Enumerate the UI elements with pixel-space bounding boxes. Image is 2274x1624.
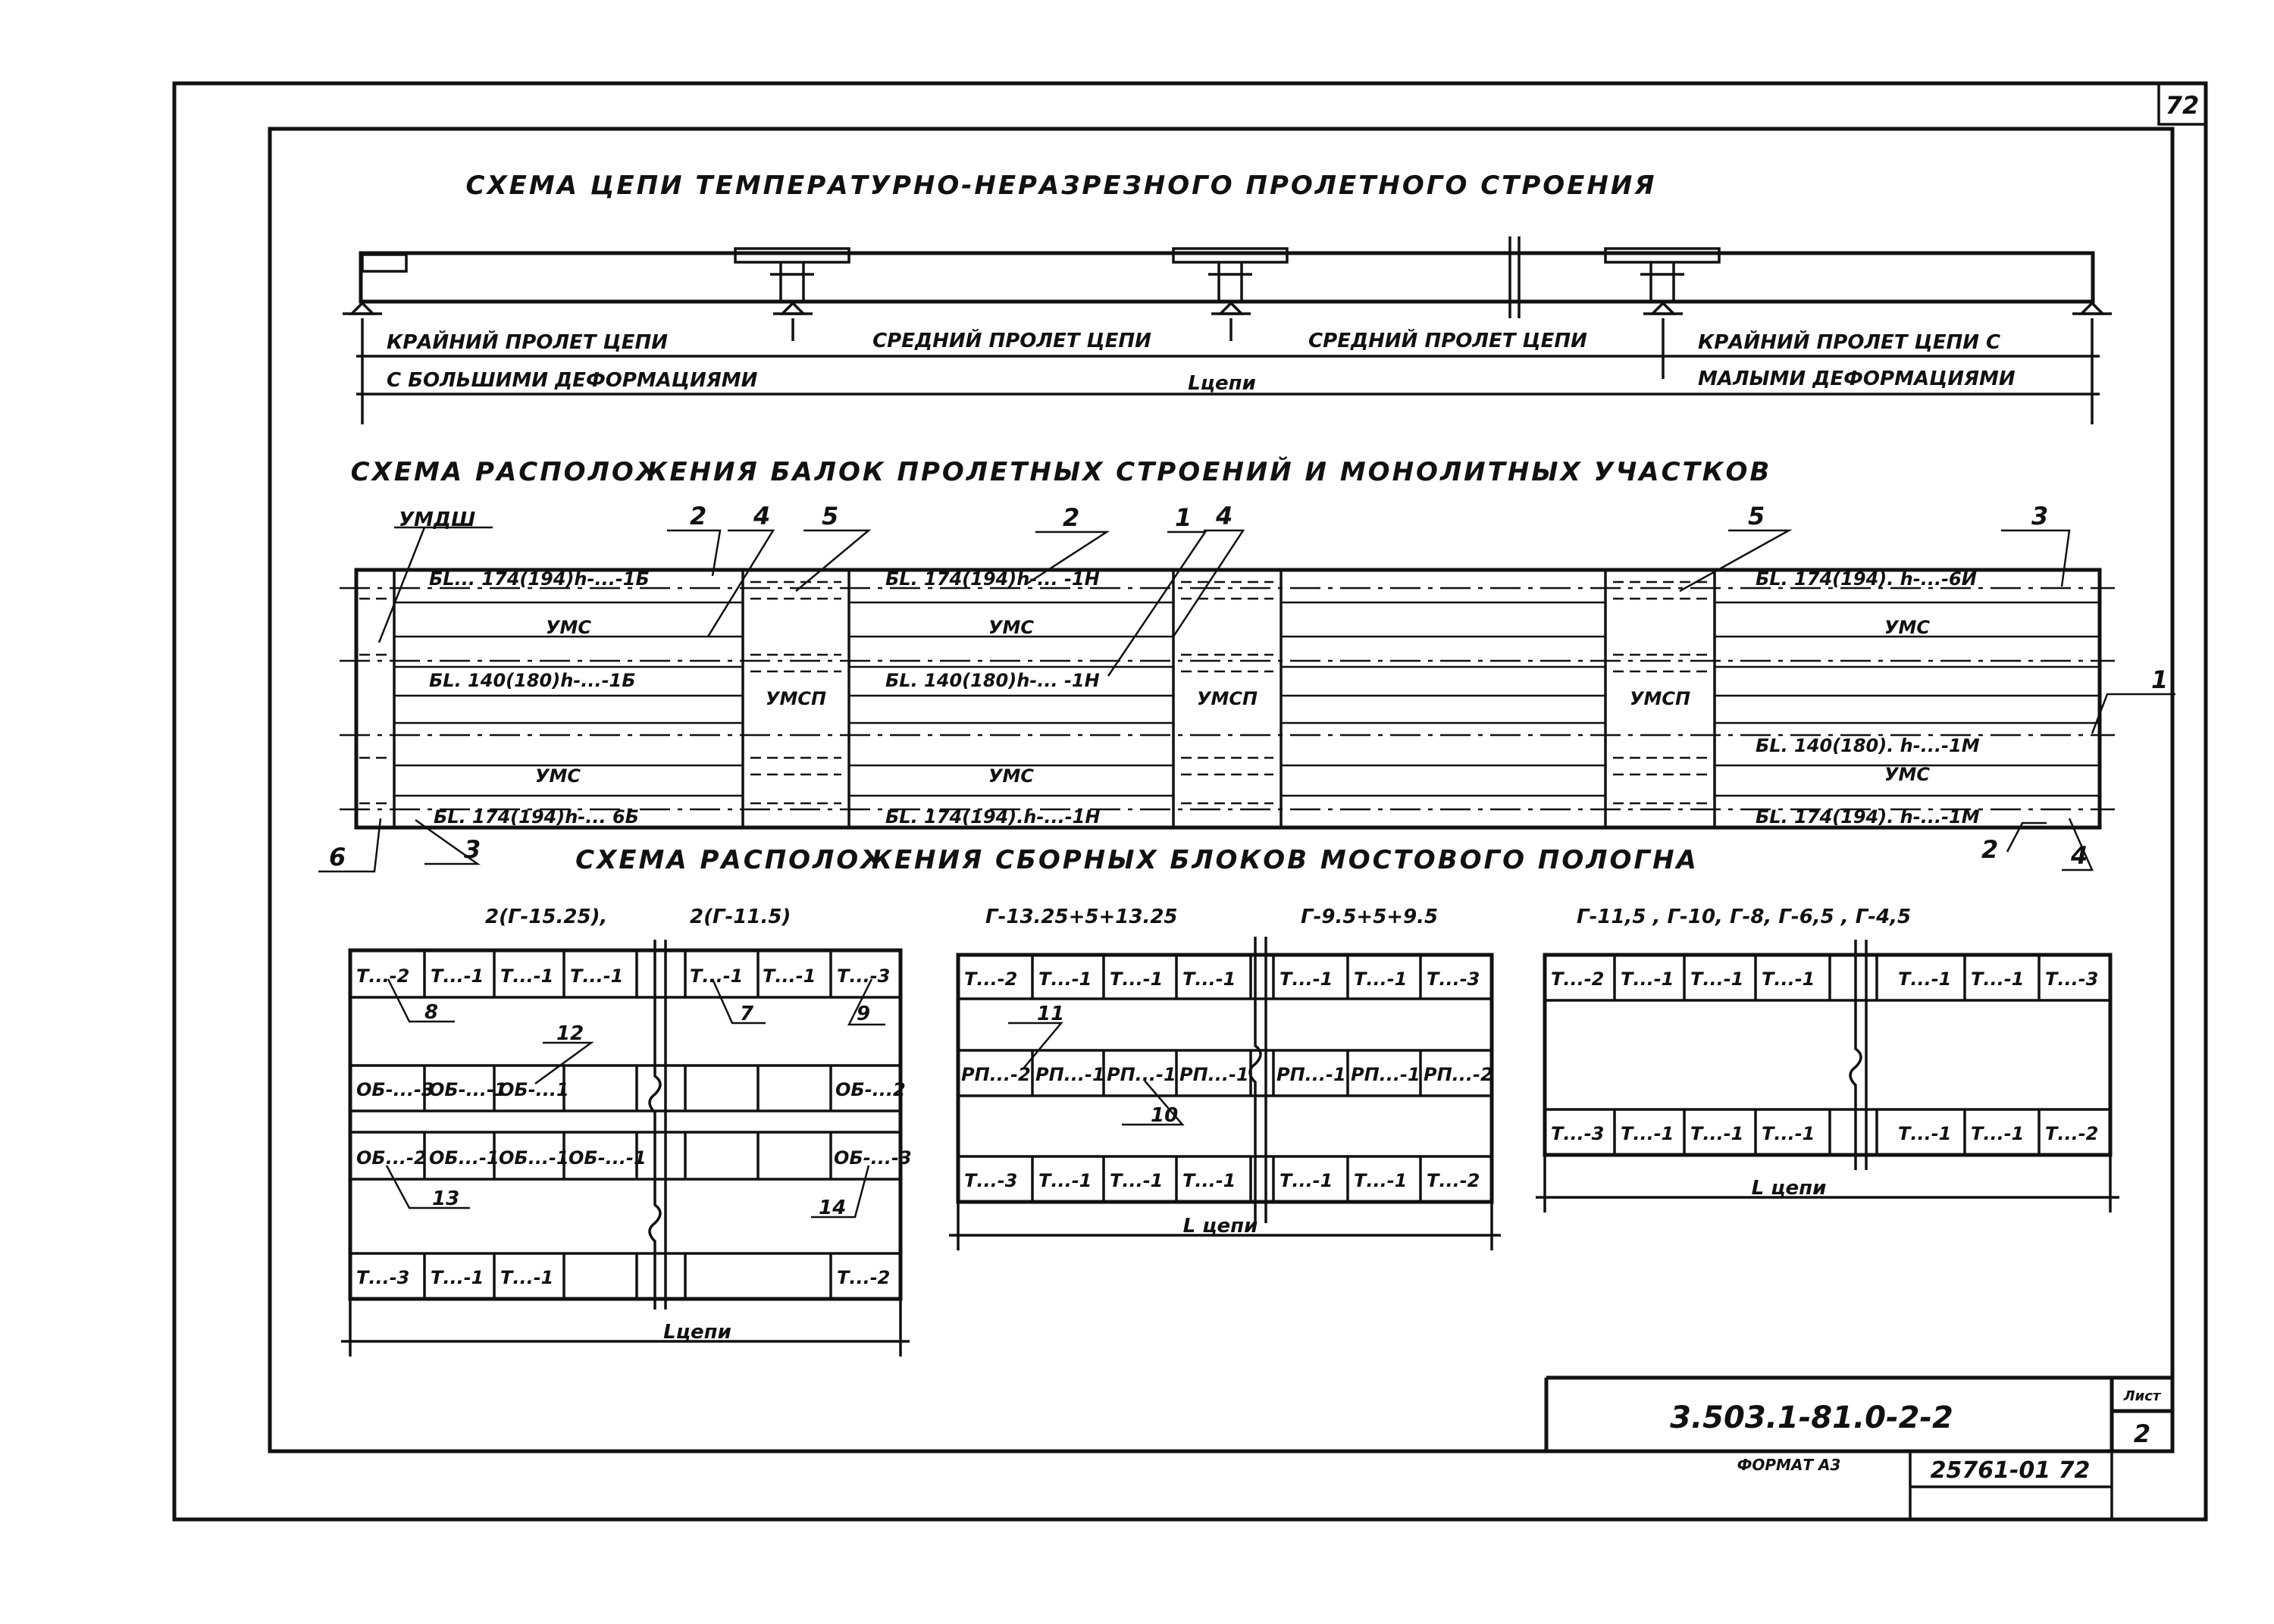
title-block bbox=[1546, 1378, 2172, 1519]
block-label: РП...-2 bbox=[1424, 1064, 1493, 1085]
block-label: Т...-1 bbox=[763, 965, 816, 987]
section2-title: СХЕМА РАСПОЛОЖЕНИЯ БАЛОК ПРОЛЕТНЫХ СТРОЕНИЙ И МОНОЛИТНЫХ УЧАСТКОВ bbox=[350, 457, 1772, 487]
block-label: Т...-1 bbox=[500, 965, 554, 987]
callout-number: 3 bbox=[464, 835, 481, 864]
block-label: Т...-1 bbox=[1971, 968, 2025, 990]
block-label: Т...-2 bbox=[356, 965, 410, 987]
callout-number: 4 bbox=[753, 502, 771, 530]
block-label: РП...-1 bbox=[1351, 1064, 1420, 1085]
block-label: Т...-1 bbox=[1690, 1123, 1744, 1144]
section1-title: СХЕМА ЦЕПИ ТЕМПЕРАТУРНО-НЕРАЗРЕЗНОГО ПРОЛЕТНОГО СТРОЕНИЯ bbox=[465, 171, 1657, 201]
chain-length-label: Lцепи bbox=[1188, 372, 1256, 395]
g3-length: L цепи bbox=[1751, 1177, 1827, 1200]
beam-labels-left bbox=[429, 568, 650, 828]
inventory-number: 25761-01 72 bbox=[1930, 1457, 2091, 1484]
g1-heading-b: 2(Г-11.5) bbox=[690, 906, 791, 928]
block-label: РП...-1 bbox=[1035, 1064, 1105, 1085]
block-label: Т...-1 bbox=[1280, 968, 1333, 990]
callout-number: 7 bbox=[740, 1003, 754, 1025]
umdsh-label: УМДШ bbox=[399, 508, 476, 531]
beam-labels-mid bbox=[885, 568, 1100, 828]
section3-title: СХЕМА РАСПОЛОЖЕНИЯ СБОРНЫХ БЛОКОВ МОСТОВОГО ПОЛОГНА bbox=[575, 845, 1699, 875]
g2-row2 bbox=[961, 1064, 1493, 1085]
block-label: Т...-1 bbox=[1182, 968, 1236, 990]
block-label: РП...-2 bbox=[961, 1064, 1031, 1085]
span4-label-line1: КРАЙНИЙ ПРОЛЕТ ЦЕПИ С bbox=[1698, 331, 2001, 354]
block-label: Т...-1 bbox=[1280, 1170, 1333, 1191]
beam-label: БL. 174(194)h-... -1Н bbox=[885, 568, 1100, 590]
g1-length: Lцепи bbox=[663, 1321, 731, 1344]
umsp-label: УМСП bbox=[1629, 688, 1691, 709]
block-label: Т...-1 bbox=[1354, 968, 1408, 990]
span1-label-line2: С БОЛЬШИМИ ДЕФОРМАЦИЯМИ bbox=[387, 369, 758, 392]
beam-label: БL. 174(194). h-...-1М bbox=[1756, 806, 1980, 828]
g2-heading-a: Г-13.25+5+13.25 bbox=[985, 906, 1178, 928]
g1-row4 bbox=[356, 1267, 890, 1288]
block-label: Т...-2 bbox=[1427, 1170, 1480, 1191]
callout-number: 2 bbox=[690, 502, 707, 530]
g3-row2 bbox=[1551, 1123, 2098, 1144]
block-label: Т...-1 bbox=[1110, 1170, 1164, 1191]
block-label: ОБ-...1 bbox=[499, 1079, 569, 1100]
block-label: Т...-1 bbox=[500, 1267, 554, 1288]
g2-row1 bbox=[964, 968, 1480, 990]
callout-number: 1 bbox=[1175, 503, 1192, 532]
block-label: Т...-1 bbox=[1354, 1170, 1408, 1191]
callout-number: 4 bbox=[1216, 502, 1233, 530]
g1-row1 bbox=[356, 965, 890, 987]
block-label: Т...-1 bbox=[1621, 968, 1674, 990]
beam-label: БL. 174(194). h-...-6И bbox=[1756, 568, 1977, 590]
beam-label: БL. 140(180). h-...-1М bbox=[1756, 735, 1980, 756]
beam-label: БL. 174(194)h-... 6Б bbox=[434, 806, 639, 828]
block-label: Т...-1 bbox=[570, 965, 624, 987]
block-label: Т...-1 bbox=[1038, 968, 1092, 990]
beam-label: БL. 174(194).h-...-1Н bbox=[885, 806, 1101, 828]
block-label: Т...-1 bbox=[1690, 968, 1744, 990]
span1-label-line1: КРАЙНИЙ ПРОЛЕТ ЦЕПИ bbox=[387, 331, 668, 354]
block-label: Т...-1 bbox=[431, 1267, 484, 1288]
block-label: ОБ...-2 bbox=[356, 1147, 427, 1169]
callout-number: 14 bbox=[819, 1197, 847, 1219]
block-label: ОБ-...-1 bbox=[429, 1079, 507, 1100]
sheet-frames bbox=[174, 83, 2206, 1519]
beam-labels-right bbox=[1756, 568, 1980, 828]
block-label: Т...-2 bbox=[837, 1267, 891, 1288]
callout-number: 9 bbox=[857, 1003, 871, 1025]
block-label: Т...-2 bbox=[964, 968, 1018, 990]
block-label: Т...-3 bbox=[2045, 968, 2099, 990]
block-label: Т...-1 bbox=[1971, 1123, 2025, 1144]
callout-number: 13 bbox=[432, 1187, 460, 1210]
page-number: 72 bbox=[2165, 91, 2200, 120]
umsp-label: УМСП bbox=[1196, 688, 1258, 709]
g2-row3 bbox=[964, 1170, 1480, 1191]
callout-number: 11 bbox=[1037, 1003, 1065, 1025]
ums-label: УМС bbox=[988, 617, 1034, 638]
block-label: Т...-3 bbox=[837, 965, 891, 987]
g3-row1 bbox=[1551, 968, 2098, 990]
callout-number: 8 bbox=[424, 1001, 439, 1024]
block-label: Т...-1 bbox=[690, 965, 744, 987]
block-label: Т...-1 bbox=[1762, 968, 1815, 990]
g3-heading: Г-11,5 , Г-10, Г-8, Г-6,5 , Г-4,5 bbox=[1577, 906, 1912, 928]
beam-label: БL. 140(180)h-... -1Н bbox=[885, 670, 1100, 691]
callout-number: 3 bbox=[2031, 502, 2049, 530]
g2-heading-b: Г-9.5+5+9.5 bbox=[1301, 906, 1439, 928]
format-label: ФОРМАТ А3 bbox=[1737, 1456, 1841, 1474]
callout-number: 6 bbox=[329, 843, 346, 871]
span4-label-line2: МАЛЫМИ ДЕФОРМАЦИЯМИ bbox=[1698, 368, 2016, 390]
ums-label: УМС bbox=[535, 765, 581, 787]
block-label: ОБ-...-1 bbox=[568, 1147, 647, 1169]
block-label: Т...-1 bbox=[1762, 1123, 1815, 1144]
ums-label: УМС bbox=[988, 765, 1034, 787]
ums-label: УМС bbox=[1884, 764, 1930, 785]
document-code: 3.503.1-81.0-2-2 bbox=[1670, 1400, 1953, 1435]
callout-number: 1 bbox=[2151, 665, 2169, 694]
g2-length: L цепи bbox=[1182, 1215, 1258, 1238]
block-label: ОБ-...-3 bbox=[356, 1079, 434, 1100]
block-label: Т...-1 bbox=[1621, 1123, 1674, 1144]
block-label: Т...-3 bbox=[1427, 968, 1480, 990]
block-label: Т...-3 bbox=[1551, 1123, 1605, 1144]
callout-number: 2 bbox=[1063, 503, 1080, 532]
beam-label: БL... 174(194)h-...-1Б bbox=[429, 568, 650, 590]
block-label: РП...-1 bbox=[1107, 1064, 1176, 1085]
block-label: ОБ...-1 bbox=[499, 1147, 569, 1169]
callout-number: 5 bbox=[822, 502, 839, 530]
block-label: Т...-1 bbox=[1898, 1123, 1952, 1144]
callout-number: 2 bbox=[1981, 835, 1999, 864]
callout-number: 12 bbox=[556, 1022, 584, 1045]
callout-number: 5 bbox=[1748, 502, 1765, 530]
span2-label: СРЕДНИЙ ПРОЛЕТ ЦЕПИ bbox=[872, 330, 1151, 352]
block-label: Т...-3 bbox=[356, 1267, 410, 1288]
block-label: ОБ-...2 bbox=[835, 1079, 906, 1100]
sheet-number: 2 bbox=[2133, 1419, 2151, 1448]
g1-row3 bbox=[356, 1147, 912, 1169]
beam-label: БL. 140(180)h-...-1Б bbox=[429, 670, 636, 691]
ums-label: УМС bbox=[1884, 617, 1930, 638]
chain-scheme bbox=[343, 236, 2112, 424]
g1-heading-a: 2(Г-15.25), bbox=[485, 906, 608, 928]
block-label: ОБ...-1 bbox=[429, 1147, 500, 1169]
block-label: Т...-1 bbox=[431, 965, 484, 987]
block-label: ОБ-...-3 bbox=[834, 1147, 912, 1169]
callout-number: 10 bbox=[1151, 1104, 1179, 1127]
sheet-label: Лист bbox=[2123, 1388, 2161, 1404]
g1-row2 bbox=[356, 1079, 906, 1100]
block-label: Т...-2 bbox=[1551, 968, 1605, 990]
block-label: РП...-1 bbox=[1179, 1064, 1249, 1085]
block-label: Т...-1 bbox=[1038, 1170, 1092, 1191]
span3-label: СРЕДНИЙ ПРОЛЕТ ЦЕПИ bbox=[1308, 330, 1587, 352]
umsp-label: УМСП bbox=[765, 688, 827, 709]
ums-label: УМС bbox=[546, 617, 591, 638]
callout-number: 4 bbox=[2071, 841, 2088, 870]
block-label: Т...-2 bbox=[2045, 1123, 2099, 1144]
block-label: Т...-1 bbox=[1182, 1170, 1236, 1191]
block-label: Т...-3 bbox=[964, 1170, 1018, 1191]
block-label: РП...-1 bbox=[1276, 1064, 1346, 1085]
block-label: Т...-1 bbox=[1898, 968, 1952, 990]
umsp-labels bbox=[766, 688, 1690, 709]
block-label: Т...-1 bbox=[1110, 968, 1164, 990]
